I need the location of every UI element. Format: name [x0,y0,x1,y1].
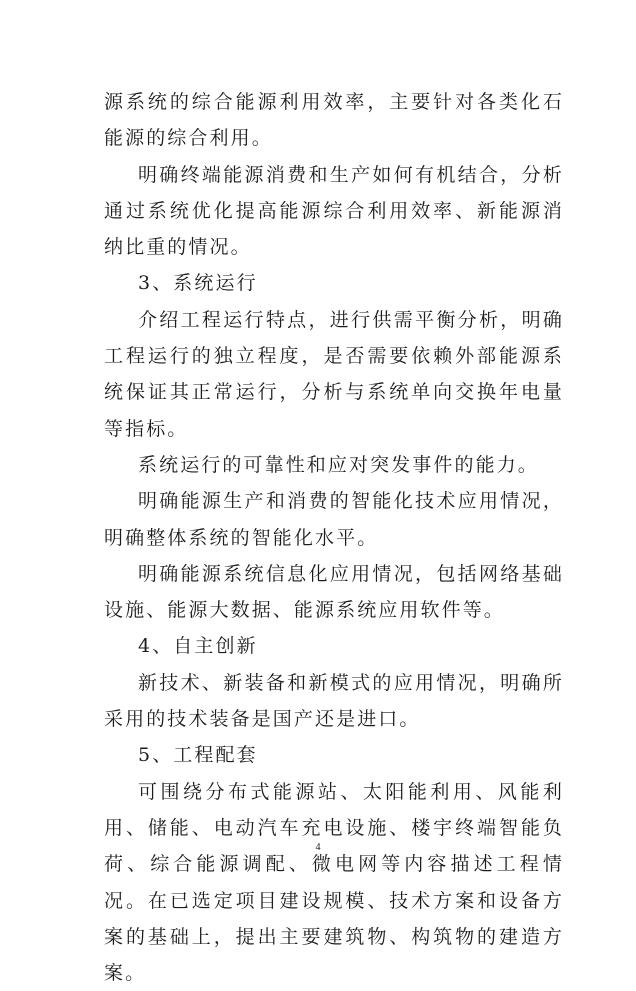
paragraph-reliability: 系统运行的可靠性和应对突发事件的能力。 [138,453,539,476]
paragraph-terminal-energy: 明确终端能源消费和生产如何有机结合，分析通过系统优化提高能源综合利用效率、新能源消纳比重的情况。 [104,163,564,259]
paragraph-intelligence: 明确能源生产和消费的智能化技术应用情况，明确整体系统的智能化水平。 [104,490,564,549]
section-heading-engineering-support: 5、工程配套 [138,744,258,767]
document-body [104,84,564,991]
section-heading-independent-innovation: 4、自主创新 [138,635,258,658]
page-number: 4 [315,842,321,853]
paragraph-operation-characteristics: 介绍工程运行特点，进行供需平衡分析，明确工程运行的独立程度，是否需要依赖外部能源系统保证其正常运行，分析与系统单向交换年电量等指标。 [104,308,564,440]
paragraph-engineering-description: 可围绕分布式能源站、太阳能利用、风能利用、储能、电动汽车充电设施、楼宇终端智能负荷、综合能源调配、微电网等内容描述工程情况。在已选定项目建设规模、技术方案和设备方案的基础上，提出主要建筑物、构筑物的建造方案。 [104,780,564,985]
paragraph-new-technology: 新技术、新装备和新模式的应用情况，明确所采用的技术装备是国产还是进口。 [104,671,564,731]
paragraph-informatization: 明确能源系统信息化应用情况，包括网络基础设施、能源大数据、能源系统应用软件等。 [104,562,564,622]
section-heading-system-operation: 3、系统运行 [138,272,258,295]
paragraph-energy-efficiency-continuation: 源系统的综合能源利用效率，主要针对各类化石能源的综合利用。 [104,91,564,150]
